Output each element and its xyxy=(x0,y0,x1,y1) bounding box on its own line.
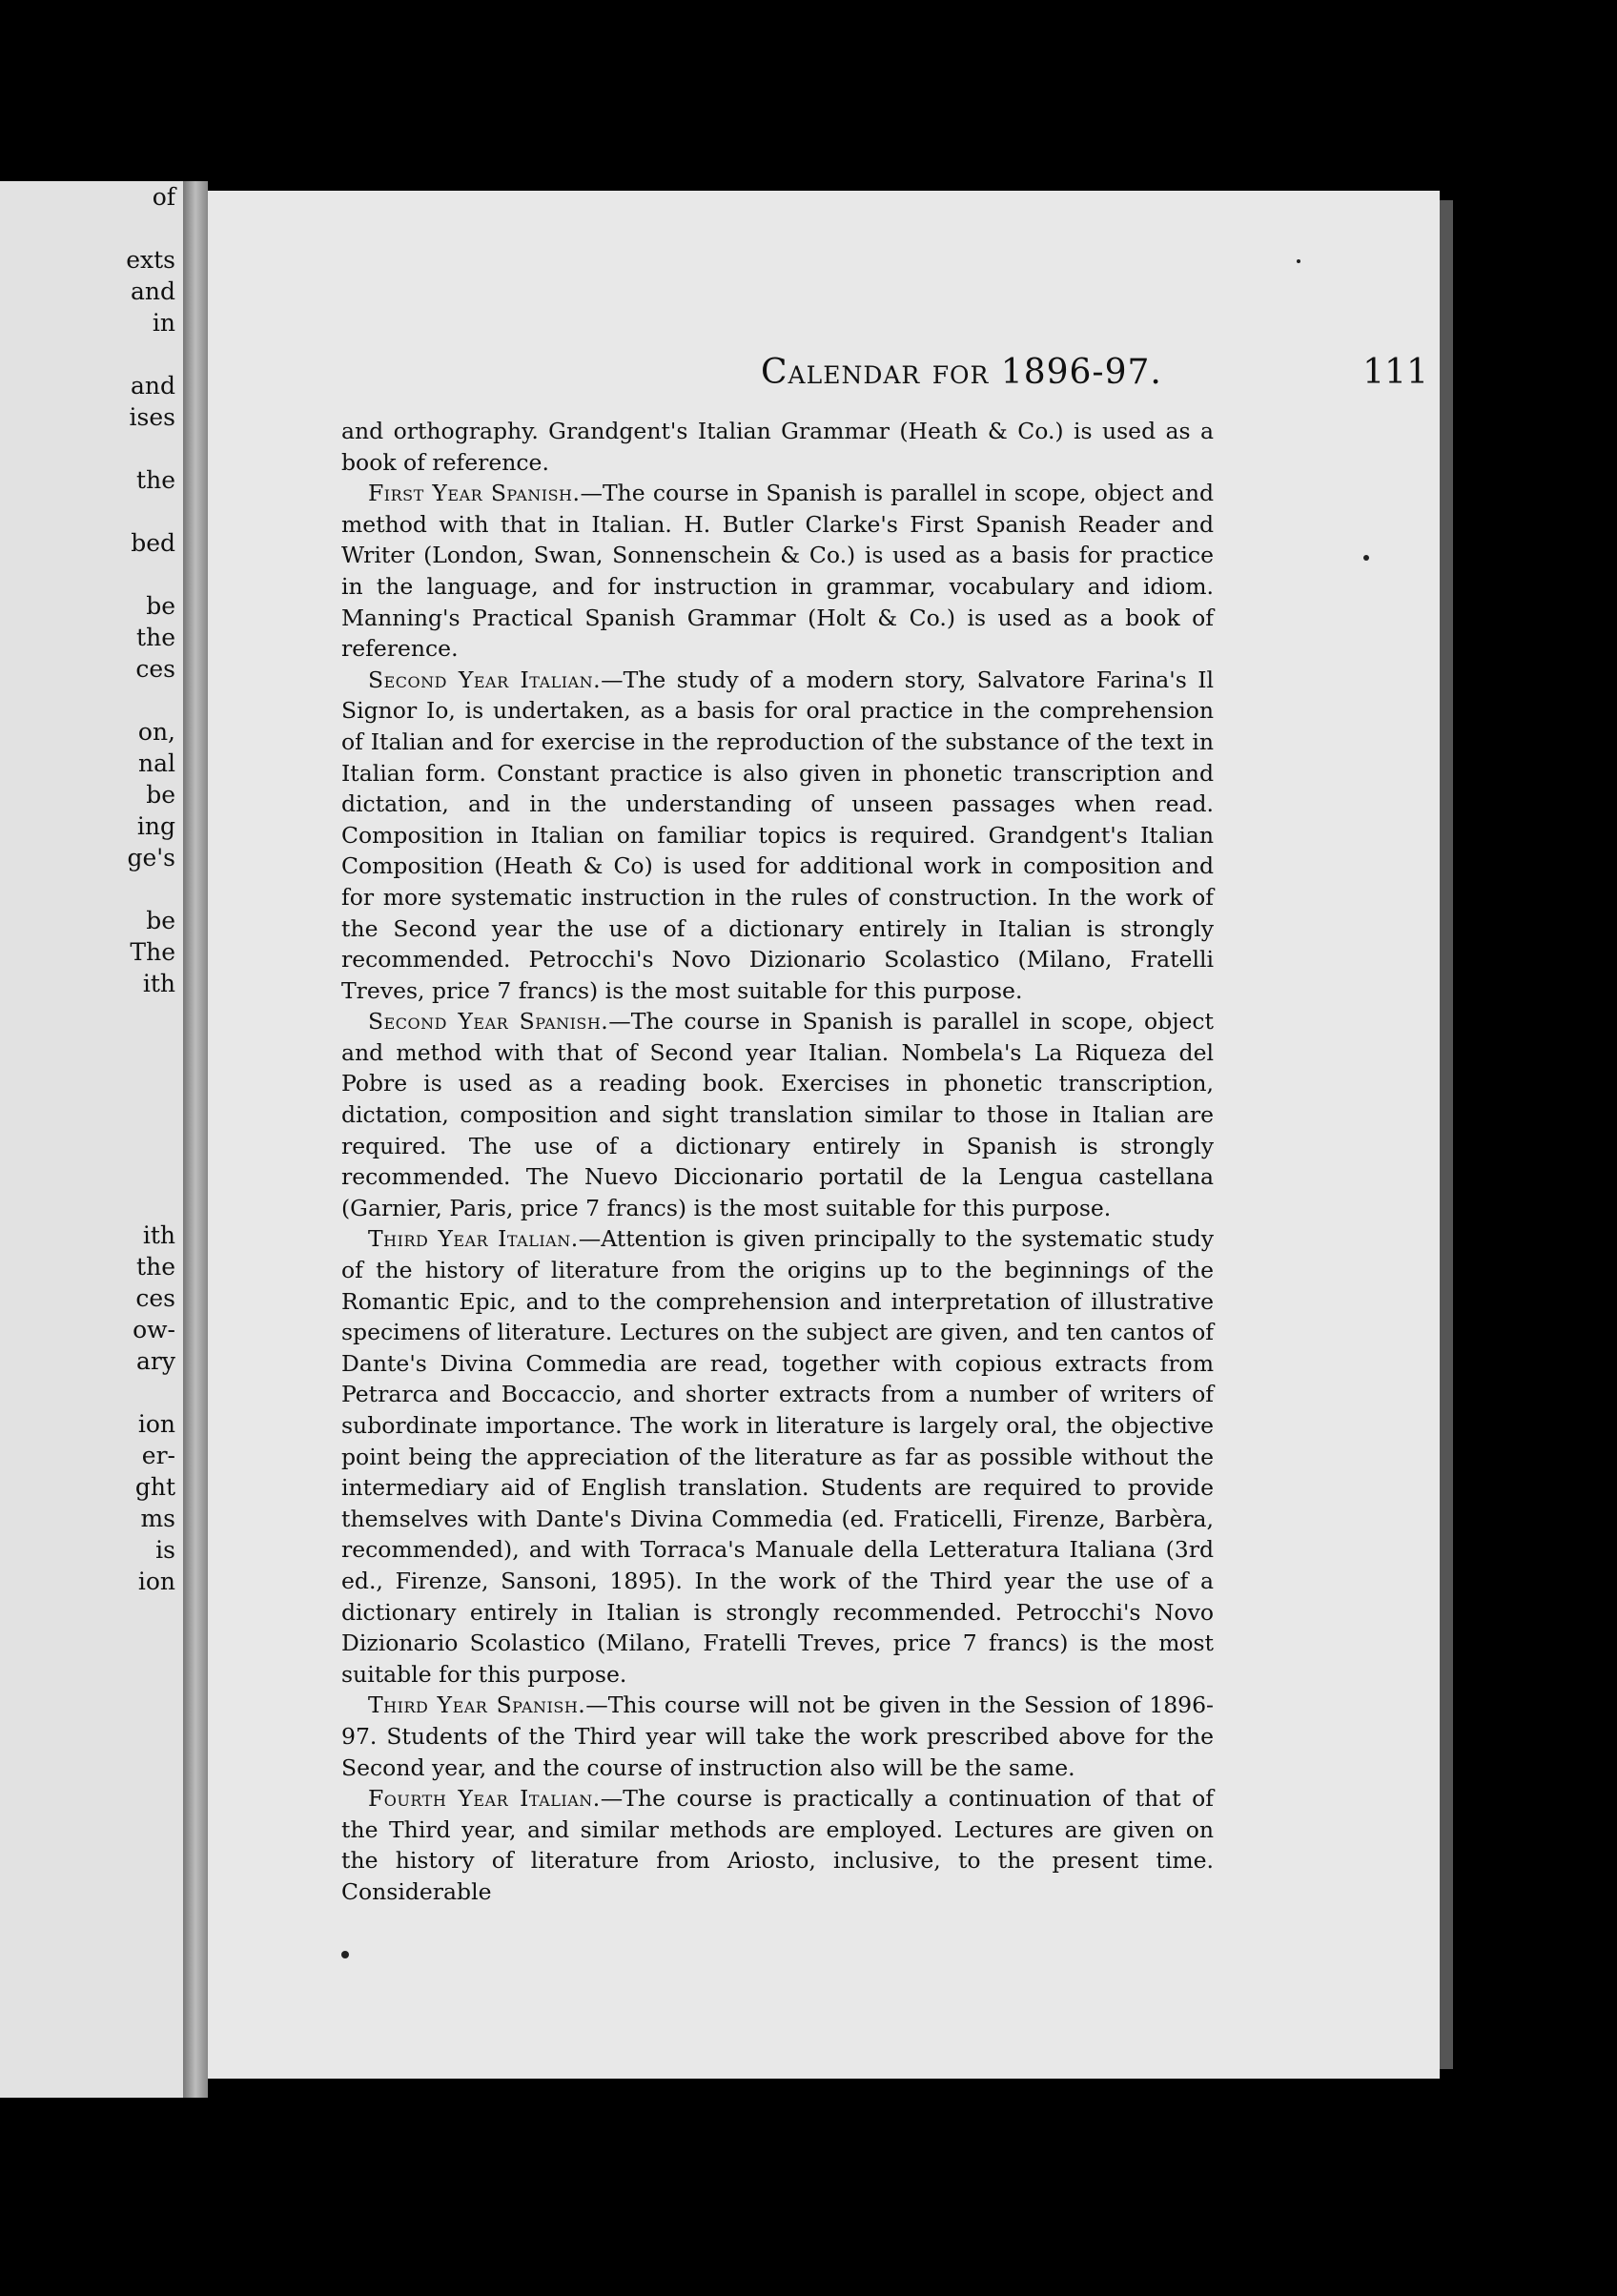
section-heading: Third Year Spanish. xyxy=(368,1691,586,1719)
left-fragment-line: exts xyxy=(126,246,175,274)
left-fragment-line: be xyxy=(146,592,175,620)
left-fragment-line xyxy=(80,1157,175,1188)
left-fragment-line: ces xyxy=(135,1284,175,1312)
paper-speck xyxy=(341,1951,349,1958)
left-fragment-line xyxy=(80,433,175,464)
left-fragment-line: be xyxy=(146,907,175,934)
left-fragment-line: the xyxy=(136,466,175,494)
left-fragment-line: ces xyxy=(135,655,175,683)
left-fragment-line: ises xyxy=(129,403,175,431)
section-second-year-italian xyxy=(341,665,1214,1007)
left-fragment-line: er- xyxy=(141,1442,175,1469)
left-fragment-line: be xyxy=(146,781,175,809)
left-fragment-line: ion xyxy=(137,1568,175,1595)
section-heading: Fourth Year Italian. xyxy=(368,1785,601,1813)
section-text: —Attention is given principally to the systematic study of the history of literature from the origins up to the beginnings of the Romantic Epic, and to the comprehension and interpretation of illustrative specimens of literature. Lectures on the subject are given, and ten cantos of Dante's Divina Commedia are read, together with copious extracts from Petrarca and Boccaccio, and shorter extracts from a number of writers of subordinate importance. The work in literature is largely oral, the objective point being the appreciation of the literature as far as possible without the intermediary aid of English translation. Students are required to provide themselves with Dante's Divina Commedia (ed. Fraticelli, Firenze, Barbèra, recommended), and with Torraca's Manuale della Letteratura Italiana (3rd ed., Firenze, Sansoni, 1895). In the work of the Third year the use of a dictionary entirely in Italian is strongly recommended. Petrocchi's Novo Dizionario Scolastico (Milano, Fratelli Treves, price 7 francs) is the most suitable for this purpose. xyxy=(341,1225,1215,1688)
left-fragment-line: bed xyxy=(131,529,175,557)
left-fragment-line xyxy=(80,1188,175,1220)
section-second-year-spanish xyxy=(341,1006,1214,1223)
section-heading: First Year Spanish. xyxy=(368,480,581,507)
continuation-paragraph: and orthography. Grandgent's Italian Grammar (Heath & Co.) is used as a book of reference. xyxy=(341,418,1214,476)
left-fragment-line xyxy=(80,1031,175,1062)
section-text: —The course is practically a continuation of that of the Third year, and similar methods are employed. Lectures are given on the history of literature from Ariosto, inclusive, to the present time. Considerable xyxy=(341,1785,1215,1905)
page-header xyxy=(351,353,1428,400)
left-fragment-line xyxy=(80,999,175,1031)
left-fragment-line xyxy=(80,559,175,590)
section-fourth-year-italian xyxy=(341,1783,1214,1907)
left-fragment-line: ms xyxy=(140,1505,175,1532)
left-fragment-line xyxy=(80,496,175,527)
left-fragment-line: ght xyxy=(134,1473,175,1501)
left-fragment-line xyxy=(80,1062,175,1094)
right-page xyxy=(208,191,1440,2079)
section-text: —The course in Spanish is parallel in scope, object and method with that in Italian. H. Butler Clarke's First Spanish Reader and Writer (London, Swan, Sonnenschein & Co.) is used as a basis for practice in the language, and for instruction in grammar, vocabulary and idiom. Manning's Practical Spanish Grammar (Holt & Co.) is used as a book of reference. xyxy=(341,480,1214,663)
left-fragment-line: ith xyxy=(142,970,175,997)
paper-speck xyxy=(1297,259,1300,263)
left-fragment-line: ary xyxy=(136,1347,175,1375)
left-fragment-line: and xyxy=(130,372,175,400)
left-fragment-line: ow- xyxy=(133,1316,175,1343)
left-fragment-line: and xyxy=(130,277,175,305)
left-fragment-line xyxy=(80,338,175,370)
left-fragment-line: ing xyxy=(136,812,175,840)
left-page-text-fragments xyxy=(80,181,175,1597)
section-third-year-italian xyxy=(341,1223,1214,1690)
page-number: 111 xyxy=(1362,353,1428,392)
section-heading: Second Year Spanish. xyxy=(368,1008,609,1035)
left-fragment-line xyxy=(80,1377,175,1408)
left-fragment-line: ge's xyxy=(127,844,175,871)
body-text xyxy=(341,416,1214,1908)
section-text: —The course in Spanish is parallel in scope, object and method with that of Second year Italian. Nombela's La Riqueza del Pobre is used as a reading book. Exercises in phonetic transcription, dictation, composition and sight translation similar to those in Italian are required. The use of a dictionary entirely in Spanish is strongly recommended. The Nuevo Diccionario portatil de la Lengua castellana (Garnier, Paris, price 7 francs) is the most suitable for this purpose. xyxy=(341,1008,1214,1221)
paper-speck xyxy=(1363,555,1369,561)
left-fragment-line: The xyxy=(130,938,175,966)
book-gutter xyxy=(183,181,208,2098)
section-text: —This course will not be given in the Session of 1896-97. Students of the Third year will take the work prescribed above for the Second year, and the course of instruction also will be the same. xyxy=(341,1691,1214,1781)
left-page xyxy=(0,181,183,2098)
left-fragment-line xyxy=(80,1094,175,1125)
left-fragment-line: nal xyxy=(137,749,175,777)
section-first-year-spanish xyxy=(341,478,1214,665)
left-fragment-line xyxy=(80,873,175,905)
left-fragment-line: of xyxy=(152,183,175,211)
page-edge xyxy=(1440,200,1453,2069)
left-fragment-line: the xyxy=(136,624,175,651)
running-title: Calendar for 1896-97. xyxy=(761,353,1162,392)
left-fragment-line: the xyxy=(136,1253,175,1281)
left-fragment-line: ith xyxy=(142,1221,175,1249)
section-text: —The study of a modern story, Salvatore Farina's Il Signor Io, is undertaken, as a basis for oral practice in the comprehension of Italian and for exercise in the reproduction of the substance of the text in Italian form. Constant practice is also given in phonetic transcription and dictation, and in the understanding of unseen passages when read. Composition in Italian on familiar topics is required. Grandgent's Italian Composition (Heath & Co) is used for additional work in composition and for more systematic instruction in the rules of construction. In the work of the Second year the use of a dictionary entirely in Italian is strongly recommended. Petrocchi's Novo Dizionario Scolastico (Milano, Fratelli Treves, price 7 francs) is the most suitable for this purpose. xyxy=(341,666,1214,1004)
left-fragment-line: on, xyxy=(137,718,175,746)
section-heading: Second Year Italian. xyxy=(368,666,602,693)
section-heading: Third Year Italian. xyxy=(368,1225,579,1253)
section-third-year-spanish xyxy=(341,1690,1214,1783)
left-fragment-line: ion xyxy=(137,1410,175,1438)
left-fragment-line: in xyxy=(152,309,175,337)
left-fragment-line xyxy=(80,1125,175,1157)
left-fragment-line xyxy=(80,213,175,244)
left-fragment-line: is xyxy=(155,1536,175,1564)
left-fragment-line xyxy=(80,685,175,716)
